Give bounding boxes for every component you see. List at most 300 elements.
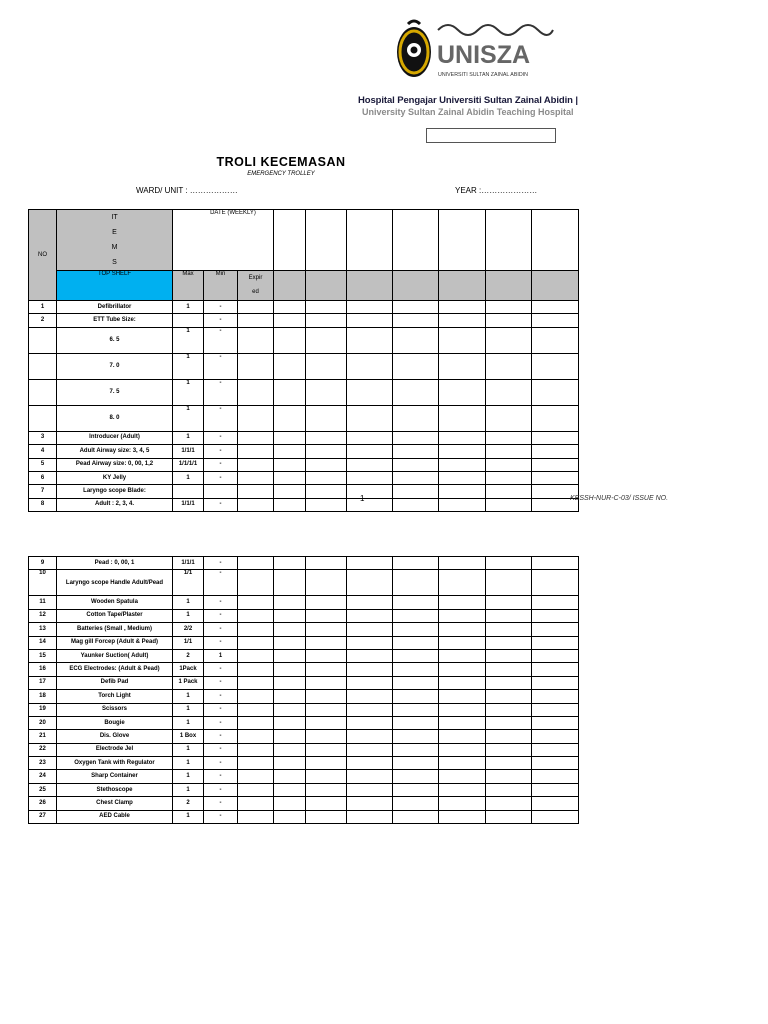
- check-cell[interactable]: [439, 716, 486, 729]
- check-cell[interactable]: [486, 301, 532, 314]
- check-cell[interactable]: [306, 623, 347, 636]
- check-cell[interactable]: [486, 757, 532, 770]
- check-cell[interactable]: [306, 301, 347, 314]
- check-cell[interactable]: [347, 743, 393, 756]
- check-cell[interactable]: [532, 730, 579, 743]
- check-cell[interactable]: [532, 458, 579, 471]
- date-cell[interactable]: [532, 210, 579, 271]
- check-cell[interactable]: [439, 623, 486, 636]
- check-cell[interactable]: [274, 327, 306, 353]
- check-cell[interactable]: [532, 703, 579, 716]
- expired-cell[interactable]: [238, 327, 274, 353]
- max-quantity: 1/1: [173, 636, 204, 649]
- check-cell[interactable]: [486, 770, 532, 783]
- check-cell[interactable]: [274, 379, 306, 405]
- check-cell[interactable]: [532, 783, 579, 796]
- check-cell[interactable]: [532, 445, 579, 458]
- expired-cell[interactable]: [238, 557, 274, 570]
- check-cell[interactable]: [486, 783, 532, 796]
- expired-cell[interactable]: [238, 676, 274, 689]
- checklist-table-page2: [28, 556, 579, 824]
- check-cell[interactable]: [347, 757, 393, 770]
- check-cell[interactable]: [532, 570, 579, 596]
- check-cell[interactable]: [274, 757, 306, 770]
- check-cell[interactable]: [486, 690, 532, 703]
- expired-cell[interactable]: [238, 445, 274, 458]
- check-cell[interactable]: [306, 431, 347, 444]
- check-cell[interactable]: [393, 327, 439, 353]
- date-cell[interactable]: [274, 210, 306, 271]
- check-cell[interactable]: [393, 485, 439, 498]
- check-cell[interactable]: [486, 716, 532, 729]
- check-cell[interactable]: [347, 445, 393, 458]
- row-number: 3: [29, 431, 57, 444]
- check-cell[interactable]: [486, 743, 532, 756]
- check-cell[interactable]: [532, 743, 579, 756]
- check-cell[interactable]: [274, 485, 306, 498]
- max-quantity: 1: [173, 609, 204, 622]
- check-cell[interactable]: [393, 770, 439, 783]
- check-cell[interactable]: [306, 498, 347, 511]
- check-cell[interactable]: [532, 314, 579, 327]
- page-title: TROLI KECEMASAN: [216, 155, 346, 169]
- check-cell[interactable]: [439, 445, 486, 458]
- check-cell[interactable]: [439, 703, 486, 716]
- check-cell[interactable]: [306, 445, 347, 458]
- check-cell[interactable]: [274, 623, 306, 636]
- item-name: Stethoscope: [57, 783, 173, 796]
- check-cell[interactable]: [532, 596, 579, 609]
- check-cell[interactable]: [439, 757, 486, 770]
- check-cell[interactable]: [347, 797, 393, 810]
- date-cell[interactable]: [393, 210, 439, 271]
- check-cell[interactable]: [306, 730, 347, 743]
- date-cell[interactable]: [306, 210, 347, 271]
- check-cell[interactable]: [439, 770, 486, 783]
- check-cell[interactable]: [347, 570, 393, 596]
- check-cell[interactable]: [347, 431, 393, 444]
- header-gray-cell: [274, 271, 306, 301]
- min-quantity: -: [204, 623, 238, 636]
- check-cell[interactable]: [347, 810, 393, 823]
- expired-header: Expir ed: [238, 271, 274, 301]
- check-cell[interactable]: [274, 445, 306, 458]
- check-cell[interactable]: [532, 757, 579, 770]
- check-cell[interactable]: [347, 770, 393, 783]
- check-cell[interactable]: [439, 676, 486, 689]
- expired-cell[interactable]: [238, 730, 274, 743]
- check-cell[interactable]: [439, 353, 486, 379]
- expired-cell[interactable]: [238, 690, 274, 703]
- expired-cell[interactable]: [238, 743, 274, 756]
- check-cell[interactable]: [306, 703, 347, 716]
- check-cell[interactable]: [393, 703, 439, 716]
- expired-cell[interactable]: [238, 353, 274, 379]
- year-field[interactable]: YEAR :…………………: [455, 186, 538, 195]
- check-cell[interactable]: [347, 596, 393, 609]
- check-cell[interactable]: [274, 797, 306, 810]
- check-cell[interactable]: [274, 716, 306, 729]
- check-cell[interactable]: [439, 485, 486, 498]
- check-cell[interactable]: [306, 485, 347, 498]
- check-cell[interactable]: [347, 730, 393, 743]
- document-number-box[interactable]: [426, 128, 556, 143]
- expired-cell[interactable]: [238, 431, 274, 444]
- check-cell[interactable]: [486, 379, 532, 405]
- check-cell[interactable]: [486, 405, 532, 431]
- check-cell[interactable]: [532, 405, 579, 431]
- check-cell[interactable]: [274, 676, 306, 689]
- check-cell[interactable]: [486, 353, 532, 379]
- check-cell[interactable]: [306, 783, 347, 796]
- check-cell[interactable]: [393, 636, 439, 649]
- check-cell[interactable]: [439, 730, 486, 743]
- check-cell[interactable]: [347, 458, 393, 471]
- check-cell[interactable]: [439, 405, 486, 431]
- min-quantity: -: [204, 458, 238, 471]
- check-cell[interactable]: [393, 730, 439, 743]
- table-row: [29, 810, 579, 823]
- check-cell[interactable]: [486, 314, 532, 327]
- check-cell[interactable]: [274, 498, 306, 511]
- row-number: 2: [29, 314, 57, 327]
- item-name: Laryngo scope Handle Adult/Pead: [57, 570, 173, 596]
- check-cell[interactable]: [393, 471, 439, 484]
- expired-cell[interactable]: [238, 703, 274, 716]
- check-cell[interactable]: [532, 609, 579, 622]
- check-cell[interactable]: [439, 458, 486, 471]
- ward-unit-field[interactable]: WARD/ UNIT : ………………: [136, 186, 238, 195]
- check-cell[interactable]: [306, 636, 347, 649]
- check-cell[interactable]: [306, 716, 347, 729]
- check-cell[interactable]: [439, 649, 486, 662]
- item-name: 8. 0: [57, 405, 173, 431]
- check-cell[interactable]: [347, 663, 393, 676]
- check-cell[interactable]: [347, 353, 393, 379]
- check-cell[interactable]: [532, 623, 579, 636]
- check-cell[interactable]: [439, 636, 486, 649]
- check-cell[interactable]: [393, 810, 439, 823]
- check-cell[interactable]: [532, 636, 579, 649]
- check-cell[interactable]: [347, 557, 393, 570]
- check-cell[interactable]: [486, 649, 532, 662]
- check-cell[interactable]: [486, 498, 532, 511]
- check-cell[interactable]: [347, 649, 393, 662]
- check-cell[interactable]: [439, 314, 486, 327]
- check-cell[interactable]: [306, 458, 347, 471]
- check-cell[interactable]: [439, 609, 486, 622]
- check-cell[interactable]: [486, 458, 532, 471]
- check-cell[interactable]: [347, 314, 393, 327]
- check-cell[interactable]: [532, 431, 579, 444]
- max-quantity: 1: [173, 596, 204, 609]
- check-cell[interactable]: [439, 557, 486, 570]
- check-cell[interactable]: [486, 623, 532, 636]
- expired-cell[interactable]: [238, 570, 274, 596]
- check-cell[interactable]: [486, 609, 532, 622]
- max-quantity: 1: [173, 770, 204, 783]
- expired-cell[interactable]: [238, 636, 274, 649]
- table-row: [29, 690, 579, 703]
- check-cell[interactable]: [306, 649, 347, 662]
- check-cell[interactable]: [274, 471, 306, 484]
- check-cell[interactable]: [306, 327, 347, 353]
- table-row: [29, 557, 579, 570]
- max-quantity: 1: [173, 783, 204, 796]
- check-cell[interactable]: [393, 757, 439, 770]
- check-cell[interactable]: [306, 570, 347, 596]
- check-cell[interactable]: [486, 596, 532, 609]
- check-cell[interactable]: [274, 810, 306, 823]
- check-cell[interactable]: [532, 716, 579, 729]
- max-quantity: [173, 314, 204, 327]
- expired-cell[interactable]: [238, 471, 274, 484]
- check-cell[interactable]: [274, 458, 306, 471]
- table-row: [29, 314, 579, 327]
- check-cell[interactable]: [306, 676, 347, 689]
- check-cell[interactable]: [306, 770, 347, 783]
- check-cell[interactable]: [393, 570, 439, 596]
- expired-cell[interactable]: [238, 609, 274, 622]
- check-cell[interactable]: [347, 301, 393, 314]
- table-row: [29, 623, 579, 636]
- check-cell[interactable]: [393, 353, 439, 379]
- check-cell[interactable]: [347, 405, 393, 431]
- check-cell[interactable]: [439, 570, 486, 596]
- check-cell[interactable]: [486, 445, 532, 458]
- expired-cell[interactable]: [238, 757, 274, 770]
- check-cell[interactable]: [347, 485, 393, 498]
- check-cell[interactable]: [347, 716, 393, 729]
- expired-cell[interactable]: [238, 770, 274, 783]
- check-cell[interactable]: [439, 327, 486, 353]
- expired-cell[interactable]: [238, 458, 274, 471]
- check-cell[interactable]: [486, 797, 532, 810]
- check-cell[interactable]: [393, 301, 439, 314]
- header-gray-cell: [439, 271, 486, 301]
- check-cell[interactable]: [393, 379, 439, 405]
- check-cell[interactable]: [274, 730, 306, 743]
- expired-cell[interactable]: [238, 498, 274, 511]
- table-row: [29, 716, 579, 729]
- max-quantity: 1: [173, 379, 204, 405]
- check-cell[interactable]: [486, 471, 532, 484]
- row-number: 26: [29, 797, 57, 810]
- check-cell[interactable]: [393, 690, 439, 703]
- check-cell[interactable]: [306, 663, 347, 676]
- check-cell[interactable]: [393, 623, 439, 636]
- check-cell[interactable]: [486, 570, 532, 596]
- check-cell[interactable]: [347, 609, 393, 622]
- item-name: 7. 0: [57, 353, 173, 379]
- check-cell[interactable]: [486, 557, 532, 570]
- check-cell[interactable]: [393, 431, 439, 444]
- check-cell[interactable]: [347, 623, 393, 636]
- check-cell[interactable]: [393, 498, 439, 511]
- check-cell[interactable]: [439, 663, 486, 676]
- expired-cell[interactable]: [238, 485, 274, 498]
- check-cell[interactable]: [306, 690, 347, 703]
- check-cell[interactable]: [274, 431, 306, 444]
- check-cell[interactable]: [306, 379, 347, 405]
- expired-cell[interactable]: [238, 314, 274, 327]
- check-cell[interactable]: [393, 676, 439, 689]
- check-cell[interactable]: [439, 783, 486, 796]
- check-cell[interactable]: [393, 445, 439, 458]
- expired-cell[interactable]: [238, 379, 274, 405]
- check-cell[interactable]: [393, 458, 439, 471]
- min-quantity: -: [204, 314, 238, 327]
- max-quantity: 1: [173, 757, 204, 770]
- check-cell[interactable]: [393, 797, 439, 810]
- check-cell[interactable]: [393, 405, 439, 431]
- check-cell[interactable]: [439, 797, 486, 810]
- check-cell[interactable]: [274, 649, 306, 662]
- check-cell[interactable]: [532, 770, 579, 783]
- check-cell[interactable]: [274, 314, 306, 327]
- header-gray-cell: [347, 271, 393, 301]
- check-cell[interactable]: [306, 810, 347, 823]
- check-cell[interactable]: [274, 405, 306, 431]
- check-cell[interactable]: [532, 690, 579, 703]
- table-row: [29, 757, 579, 770]
- check-cell[interactable]: [274, 596, 306, 609]
- check-cell[interactable]: [347, 783, 393, 796]
- check-cell[interactable]: [274, 703, 306, 716]
- check-cell[interactable]: [306, 757, 347, 770]
- check-cell[interactable]: [393, 663, 439, 676]
- check-cell[interactable]: [486, 431, 532, 444]
- check-cell[interactable]: [306, 314, 347, 327]
- check-cell[interactable]: [532, 327, 579, 353]
- check-cell[interactable]: [306, 797, 347, 810]
- check-cell[interactable]: [439, 498, 486, 511]
- check-cell[interactable]: [532, 797, 579, 810]
- check-cell[interactable]: [347, 676, 393, 689]
- min-quantity: -: [204, 327, 238, 353]
- check-cell[interactable]: [306, 405, 347, 431]
- check-cell[interactable]: [393, 716, 439, 729]
- check-cell[interactable]: [347, 690, 393, 703]
- row-number: [29, 353, 57, 379]
- check-cell[interactable]: [439, 471, 486, 484]
- check-cell[interactable]: [274, 783, 306, 796]
- date-cell[interactable]: [486, 210, 532, 271]
- check-cell[interactable]: [306, 557, 347, 570]
- check-cell[interactable]: [274, 353, 306, 379]
- check-cell[interactable]: [486, 730, 532, 743]
- min-quantity: -: [204, 557, 238, 570]
- check-cell[interactable]: [439, 379, 486, 405]
- check-cell[interactable]: [306, 596, 347, 609]
- check-cell[interactable]: [393, 743, 439, 756]
- check-cell[interactable]: [532, 663, 579, 676]
- min-quantity: -: [204, 743, 238, 756]
- check-cell[interactable]: [393, 609, 439, 622]
- check-cell[interactable]: [486, 810, 532, 823]
- check-cell[interactable]: [532, 301, 579, 314]
- min-quantity: -: [204, 498, 238, 511]
- check-cell[interactable]: [393, 649, 439, 662]
- check-cell[interactable]: [439, 431, 486, 444]
- max-quantity: 1: [173, 327, 204, 353]
- row-number: 24: [29, 770, 57, 783]
- check-cell[interactable]: [393, 314, 439, 327]
- check-cell[interactable]: [532, 649, 579, 662]
- expired-cell[interactable]: [238, 716, 274, 729]
- expired-cell[interactable]: [238, 623, 274, 636]
- check-cell[interactable]: [486, 663, 532, 676]
- check-cell[interactable]: [393, 783, 439, 796]
- expired-cell[interactable]: [238, 783, 274, 796]
- date-cell[interactable]: [347, 210, 393, 271]
- expired-cell[interactable]: [238, 649, 274, 662]
- expired-cell[interactable]: [238, 810, 274, 823]
- check-cell[interactable]: [532, 379, 579, 405]
- check-cell[interactable]: [439, 743, 486, 756]
- max-quantity: 1: [173, 301, 204, 314]
- check-cell[interactable]: [347, 703, 393, 716]
- check-cell[interactable]: [274, 609, 306, 622]
- check-cell[interactable]: [347, 471, 393, 484]
- expired-cell[interactable]: [238, 797, 274, 810]
- check-cell[interactable]: [274, 743, 306, 756]
- check-cell[interactable]: [439, 301, 486, 314]
- check-cell[interactable]: [486, 703, 532, 716]
- check-cell[interactable]: [532, 557, 579, 570]
- check-cell[interactable]: [306, 743, 347, 756]
- check-cell[interactable]: [486, 485, 532, 498]
- check-cell[interactable]: [347, 636, 393, 649]
- check-cell[interactable]: [439, 810, 486, 823]
- check-cell[interactable]: [439, 690, 486, 703]
- check-cell[interactable]: [486, 327, 532, 353]
- table-row: [29, 405, 579, 431]
- check-cell[interactable]: [532, 810, 579, 823]
- date-cell[interactable]: [439, 210, 486, 271]
- check-cell[interactable]: [274, 663, 306, 676]
- expired-cell[interactable]: [238, 663, 274, 676]
- expired-cell[interactable]: [238, 405, 274, 431]
- check-cell[interactable]: [274, 690, 306, 703]
- min-quantity: -: [204, 810, 238, 823]
- check-cell[interactable]: [306, 471, 347, 484]
- check-cell[interactable]: [274, 636, 306, 649]
- item-name: ECG Electrodes: (Adult & Pead): [57, 663, 173, 676]
- check-cell[interactable]: [274, 557, 306, 570]
- check-cell[interactable]: [532, 471, 579, 484]
- check-cell[interactable]: [486, 676, 532, 689]
- check-cell[interactable]: [532, 676, 579, 689]
- check-cell[interactable]: [274, 770, 306, 783]
- check-cell[interactable]: [486, 636, 532, 649]
- expired-cell[interactable]: [238, 301, 274, 314]
- check-cell[interactable]: [306, 353, 347, 379]
- check-cell[interactable]: [274, 570, 306, 596]
- check-cell[interactable]: [306, 609, 347, 622]
- check-cell[interactable]: [347, 498, 393, 511]
- check-cell[interactable]: [347, 379, 393, 405]
- check-cell[interactable]: [347, 327, 393, 353]
- check-cell[interactable]: [532, 353, 579, 379]
- check-cell[interactable]: [439, 596, 486, 609]
- check-cell[interactable]: [393, 557, 439, 570]
- item-name: 6. 5: [57, 327, 173, 353]
- check-cell[interactable]: [274, 301, 306, 314]
- check-cell[interactable]: [393, 596, 439, 609]
- expired-cell[interactable]: [238, 596, 274, 609]
- max-quantity: 2: [173, 797, 204, 810]
